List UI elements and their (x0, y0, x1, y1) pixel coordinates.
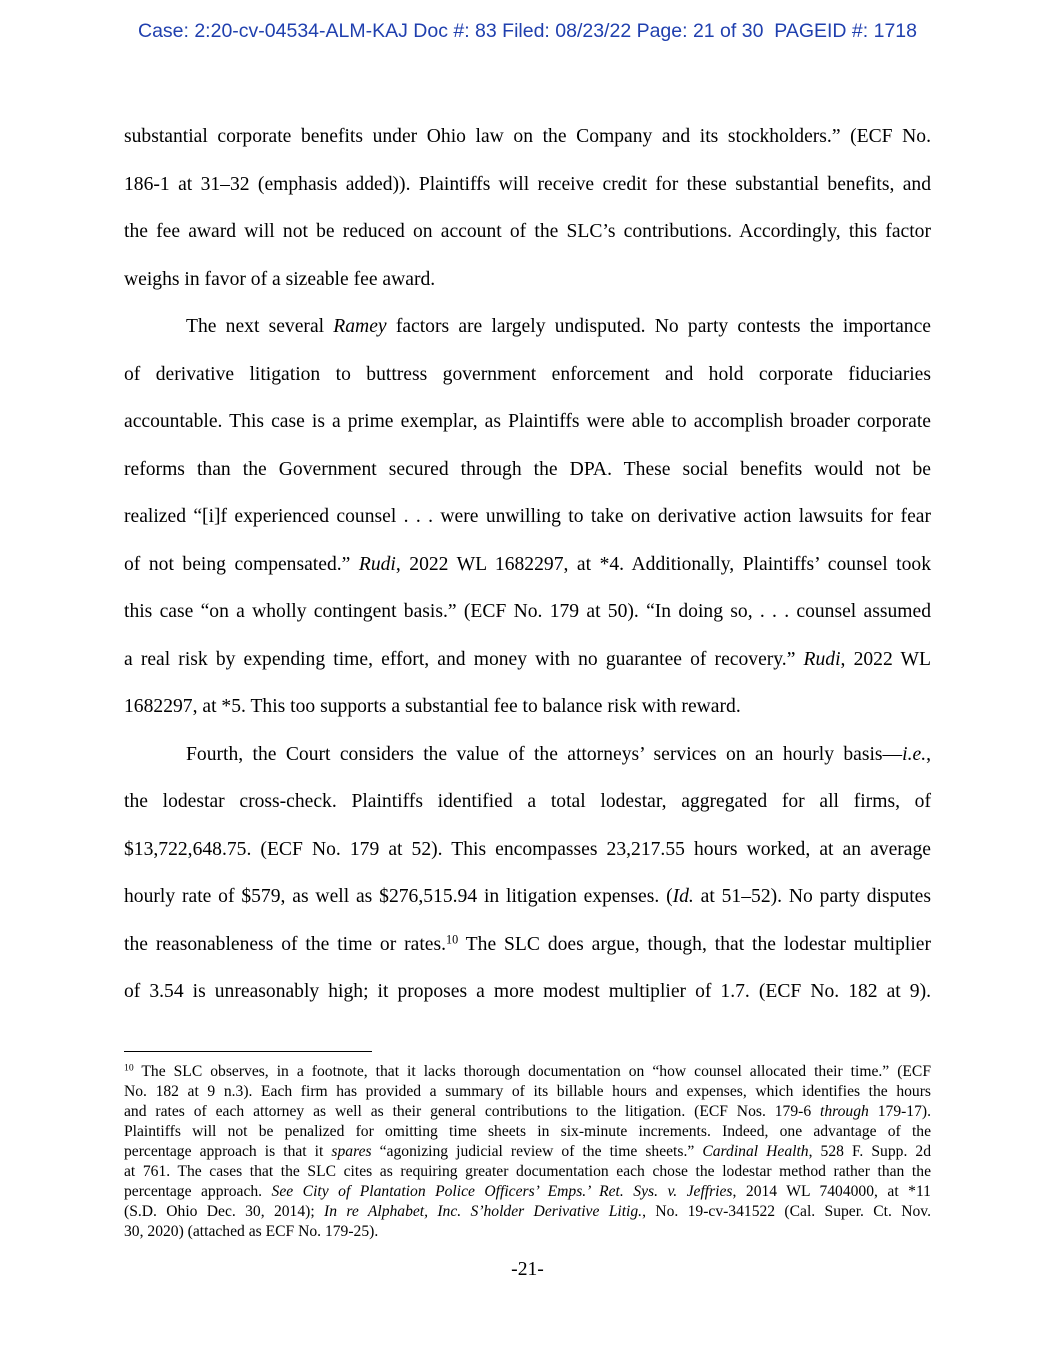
footnote-line (124, 1202, 931, 1222)
text-segment: spares (331, 1143, 372, 1160)
text-segment: of not being compensated.” (124, 553, 359, 575)
text-segment: 186-1 at 31–32 (emphasis added)). Plaintiffs will receive credit for these substantial benefits, and (124, 173, 931, 195)
text-segment: percentage approach. (124, 1183, 272, 1200)
footnote-line (124, 1062, 931, 1082)
body-line (124, 932, 931, 980)
footnote (124, 1062, 931, 1242)
footnote-marker: 10 (124, 1062, 134, 1074)
body-line (124, 362, 931, 410)
text-segment: i.e. (902, 743, 927, 765)
text-segment: of 3.54 is unreasonably high; it proposes a more modest multiplier of 1.7. (ECF No. 182 at 9). (124, 981, 931, 1002)
text-segment: , 2022 WL (840, 648, 931, 670)
body-line (124, 552, 931, 600)
text-segment: , (926, 743, 931, 765)
body-line (124, 837, 931, 885)
text-segment: realized “[i]f experienced counsel . . . were unwilling to take on derivative action lawsuits for fear (124, 506, 931, 527)
footnote-line (124, 1182, 931, 1202)
text-segment: See City of Plantation Police Officers’ Emps.’ Ret. Sys. v. Jeffries (271, 1183, 733, 1200)
body-line (124, 884, 931, 932)
text-segment: this case “on a wholly contingent basis.” (ECF No. 179 at 50). “In doing so, . . . counsel assumed (124, 601, 931, 622)
body-line (124, 694, 931, 742)
text-segment: $13,722,648.75. (ECF No. 179 at 52). This encompasses 23,217.55 hours worked, at an average (124, 838, 931, 860)
footnote-line (124, 1082, 931, 1102)
text-segment: , 2014 WL 7404000, at *11 (732, 1183, 931, 1200)
text-segment: substantial corporate benefits under Ohio law on the Company and its stockholders.” (ECF No. (124, 126, 931, 147)
footnote-line (124, 1142, 931, 1162)
body-line (124, 742, 931, 790)
footnote-line (124, 1162, 931, 1182)
body-line (124, 124, 931, 172)
text-segment: percentage approach is that it (124, 1143, 332, 1160)
text-segment: Rudi (358, 553, 396, 575)
body-line (124, 409, 931, 457)
body-line (124, 219, 931, 267)
text-segment: The SLC observes, in a footnote, that it lacks thorough documentation on “how counsel allocated their time.” (ECF (133, 1063, 931, 1080)
footnote-line (124, 1222, 931, 1242)
text-segment: Plaintiffs will not be penalized for omitting time sheets in six-minute increments. Indeed, one advantage of the (124, 1123, 931, 1140)
body-text (124, 124, 931, 1027)
text-segment: Rudi (803, 648, 841, 670)
footnote-marker: 10 (446, 931, 459, 946)
footnote-line (124, 1122, 931, 1142)
text-segment: Id. (672, 886, 694, 907)
body-line (124, 457, 931, 505)
text-segment: , 528 F. Supp. 2d (808, 1143, 931, 1160)
footnote-divider (124, 1051, 372, 1052)
text-segment: weighs in favor of a sizeable fee award. (124, 268, 436, 290)
text-segment: Fourth, the Court considers the value of the attorneys’ services on an hourly basis— (186, 743, 903, 765)
text-segment: The SLC does argue, though, that the lodestar multiplier (458, 933, 932, 955)
body-line (124, 504, 931, 552)
case-header: Case: 2:20-cv-04534-ALM-KAJ Doc #: 83 Filed: 08/23/22 Page: 21 of 30 PAGEID #: 1718 (137, 20, 917, 42)
text-segment: Ramey (333, 316, 387, 337)
text-segment: Cardinal Health (702, 1143, 809, 1160)
body-line (124, 599, 931, 647)
body-line (124, 172, 931, 220)
text-segment: 179-17). (868, 1103, 931, 1120)
footnote-line (124, 1102, 931, 1122)
text-segment: 1682297, at *5. This too supports a substantial fee to balance risk with reward. (124, 696, 741, 717)
text-segment: the reasonableness of the time or rates. (124, 933, 447, 955)
text-segment: accountable. This case is a prime exemplar, as Plaintiffs were able to accomplish broader corporate (124, 411, 931, 432)
body-line (124, 314, 931, 362)
text-segment: through (820, 1103, 869, 1120)
body-line (124, 979, 931, 1027)
text-segment: “agonizing judicial review of the time sheets.” (371, 1143, 703, 1160)
text-segment: factors are largely undisputed. No party contests the importance (386, 316, 932, 337)
text-segment: of derivative litigation to buttress government enforcement and hold corporate fiduciaries (124, 363, 931, 385)
text-segment: The next several (186, 316, 334, 337)
text-segment: the fee award will not be reduced on account of the SLC’s contributions. Accordingly, this factor (124, 221, 931, 242)
text-segment: No. 182 at 9 n.3). Each firm has provided a summary of its billable hours and expenses, which identifies the hours (124, 1083, 931, 1100)
text-segment: (S.D. Ohio Dec. 30, 2014); (124, 1203, 325, 1220)
text-segment: at 761. The cases that the SLC cites as requiring greater documentation each chose the lodestar method rather than the (124, 1163, 931, 1180)
text-segment: at 51–52). No party disputes (693, 886, 931, 907)
text-segment: In re Alphabet, Inc. S’holder Derivative Litig. (324, 1203, 643, 1220)
text-segment: , 2022 WL 1682297, at *4. Additionally, Plaintiffs’ counsel took (395, 553, 931, 575)
body-line (124, 267, 931, 315)
text-segment: and rates of each attorney as well as their general contributions to the litigation. (ECF Nos. 179-6 (124, 1103, 821, 1120)
body-line (124, 647, 931, 695)
text-segment: reforms than the Government secured through the DPA. These social benefits would not be (124, 458, 931, 480)
body-line (124, 789, 931, 837)
page-number: -21- (511, 1259, 544, 1280)
text-segment: a real risk by expending time, effort, and money with no guarantee of recovery.” (124, 648, 804, 670)
text-segment: 30, 2020) (attached as ECF No. 179-25). (124, 1223, 379, 1240)
text-segment: , No. 19-cv-341522 (Cal. Super. Ct. Nov. (642, 1203, 931, 1220)
text-segment: the lodestar cross-check. Plaintiffs identified a total lodestar, aggregated for all firms, of (124, 791, 931, 812)
text-segment: hourly rate of $579, as well as $276,515.94 in litigation expenses. ( (124, 886, 673, 907)
